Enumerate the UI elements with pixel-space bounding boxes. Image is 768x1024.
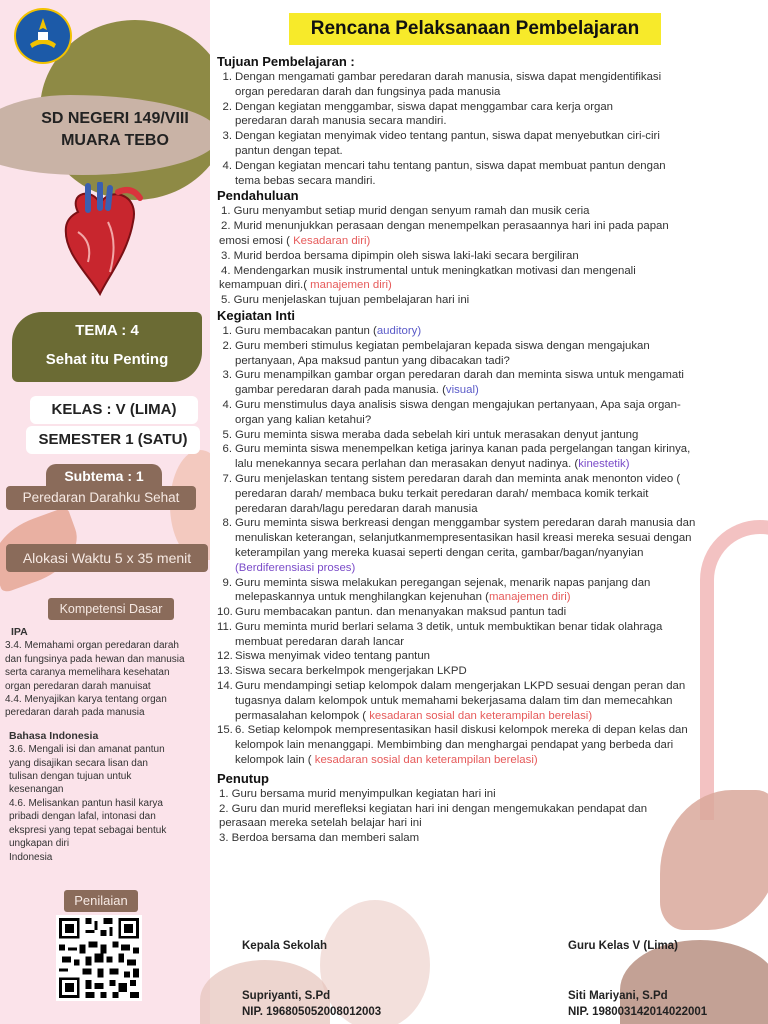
penutup-heading: Penutup xyxy=(217,770,269,786)
list-item xyxy=(217,129,757,159)
list-item: 4. Mendengarkan musik instrumental untuk meningkatkan motivasi dan mengenali xyxy=(221,264,636,277)
kd-line: kesenangan xyxy=(9,784,64,796)
style-tag: auditory) xyxy=(376,324,422,337)
kd-line: organ peredaran darah manuisat xyxy=(5,680,151,692)
list-item: perasaan mereka setelah belajar hari ini xyxy=(219,817,422,830)
item-text: Guru meminta murid berlari selama 3 detik, untuk membuktikan benar tidak olahraga xyxy=(235,620,663,633)
item-text: pantun dengan tepat. xyxy=(235,144,343,157)
item-text: Dengan kegiatan menggambar, siswa dapat menggambar cara kerja organ xyxy=(235,100,614,113)
list-item: 5. Guru menjelaskan tujuan pembelajaran hari ini xyxy=(221,294,470,307)
semester-label: SEMESTER 1 (SATU) xyxy=(26,426,200,454)
item-text: peredaran darah/ membaca buku terkait peredaran darah/ membaca komik terkait xyxy=(235,487,649,500)
item-text: kemampuan diri.( xyxy=(219,279,311,292)
item-text: Guru membacakan pantun. dan menanyakan maksud pantun tadi xyxy=(235,606,567,619)
item-number: 3. xyxy=(222,130,232,143)
rpp-content xyxy=(217,54,757,846)
tujuan-heading: Tujuan Pembelajaran : xyxy=(217,54,355,69)
list-item: 10. Guru membacakan pantun. dan menanyakan maksud pantun tadi xyxy=(217,605,757,620)
item-text: Guru menampilkan gambar organ peredaran darah dan meminta siswa untuk mengamati xyxy=(235,369,684,382)
list-item: 4. Guru menstimulus daya analisis siswa dengan mengajukan pertanyaan, Apa saja organ- organ yang kalian ketahui? xyxy=(217,398,757,428)
guru-kelas-name: Siti Mariyani, S.Pd xyxy=(568,990,668,1002)
item-number: 4. xyxy=(222,159,232,172)
list-item: 9. Guru meminta siswa melakukan peregangan sejenak, menarik napas panjang dan melepaskannya untuk menghilangkan kejenuhan (manajemen diri) xyxy=(217,576,757,606)
kd-line: ekspresi yang tepat sebagai bentuk xyxy=(9,824,167,836)
kd-line: tulisan dengan tujuan untuk xyxy=(9,771,132,783)
school-name-line1: SD NEGERI 149/VIII xyxy=(41,110,189,127)
list-item: 3. Murid berdoa bersama dipimpin oleh siswa laki-laki secara bergiliran xyxy=(221,249,579,262)
heart-illustration-icon xyxy=(48,182,158,302)
tema-title: TEMA : 4 xyxy=(75,322,139,339)
list-item: 1. Guru membacakan pantun (auditory) xyxy=(222,324,422,337)
kepala-sekolah-nip: NIP. 196805052008012003 xyxy=(242,1006,382,1018)
item-text: Guru memberi stimulus kegiatan pembelajaran kepada siswa dengan mengajukan xyxy=(235,339,650,352)
list-item xyxy=(217,159,757,189)
kelas-label: KELAS : V (LIMA) xyxy=(30,396,198,424)
list-item: 14. Guru mendampingi setiap kelompok dalam mengerjakan LKPD sesuai dengan peran dan tugasnya dalam kelompok untuk memahami bekerjasama dalam tim dan memecahkan permasalahan kelompok ( kesadaran sosial dan keterampilan berelasi) xyxy=(217,679,757,723)
list-item xyxy=(217,234,757,249)
item-text: Guru meminta siswa berkreasi dengan menggambar system peredaran darah manusia dan xyxy=(235,517,696,530)
kd-line: 3.4. Memahami organ peredaran darah xyxy=(5,640,179,652)
list-item: 2. Murid menunjukkan perasaan dengan menempelkan perasaannya hari ini pada papan xyxy=(221,220,669,233)
item-text: Guru meminta siswa menempelkan ketiga jarinya kanan pada pergelangan tangan kirinya, xyxy=(235,443,691,456)
ipa-heading: IPA xyxy=(11,626,28,638)
item-text: keterampilan yang mereka kuasai seperti dengan cerita, gambar/bagan/nyanyian xyxy=(235,546,644,559)
bahasa-indonesia-heading: Bahasa Indonesia xyxy=(9,729,99,742)
style-tag: visual) xyxy=(445,384,479,397)
list-item: 13. Siswa secara berkelmpok mengerjakan LKPD xyxy=(217,664,757,679)
sel-tag: Kesadaran diri) xyxy=(293,234,371,247)
kd-line: 4.6. Melisankan pantun hasil karya xyxy=(9,797,163,809)
list-item: 3. Guru menampilkan gambar organ peredaran darah dan meminta siswa untuk mengamati gambar peredaran darah pada manusia. (visual) xyxy=(217,368,757,398)
page-title: Rencana Pelaksanaan Pembelajaran xyxy=(289,13,661,45)
item-text: peredaran darah manusia secara mandiri. xyxy=(235,115,447,128)
item-text: membuat peredaran darah lancar xyxy=(235,635,405,648)
list-item: 2. Guru memberi stimulus kegiatan pembelajaran kepada siswa dengan mengajukan pertanyaan, Apa maksud pantun yang dibacakan tadi? xyxy=(217,339,757,369)
list-item xyxy=(217,100,757,130)
list-item xyxy=(217,70,757,100)
item-text: Guru membacakan pantun ( xyxy=(235,324,377,337)
kd-line: Indonesia xyxy=(9,851,53,863)
list-item: 1. Guru bersama murid menyimpulkan kegiatan hari ini xyxy=(219,787,496,800)
kompetensi-dasar-label: Kompetensi Dasar xyxy=(48,598,174,620)
item-text: Dengan kegiatan menyimak video tentang pantun, siswa dapat menyebutkan ciri-ciri xyxy=(235,130,660,143)
kd-line: peredaran darah pada manusia xyxy=(5,707,145,719)
school-name-line2: MUARA TEBO xyxy=(61,132,169,149)
guru-kelas-nip: NIP. 198003142014022001 xyxy=(568,1006,708,1018)
kd-line: pribadi dengan lafal, intonasi dan xyxy=(9,811,156,823)
guru-kelas-title: Guru Kelas V (Lima) xyxy=(568,940,678,952)
list-item: 11. Guru meminta murid berlari selama 3 detik, untuk membuktikan benar tidak olahraga membuat peredaran darah lancar xyxy=(217,620,757,650)
kd-line: 3.6. Mengali isi dan amanat pantun xyxy=(9,744,165,756)
item-text: organ yang kalian ketahui? xyxy=(235,413,372,426)
item-text: permasalahan kelompok ( xyxy=(235,709,370,722)
item-text: Guru menjelaskan tentang sistem peredaran darah dan meminta anak menonton video ( xyxy=(235,472,681,485)
style-tag: (Berdiferensiasi proses) xyxy=(235,561,356,574)
item-text: pertanyaan, Apa maksud pantun yang dibacakan tadi? xyxy=(235,354,510,367)
list-item: 15. 6. Setiap kelompok mempresentasikan hasil diskusi kelompok mereka di depan kelas dan kelompok lain menanggapi. Membimbing dan menghargai pendapat yang berbeda dari kelompok lain ( kesadaran sosial dan keterampilan berelasi) xyxy=(217,723,757,767)
sidebar xyxy=(0,0,210,1024)
item-text: melepaskannya untuk menghilangkan kejenuhan ( xyxy=(235,591,489,604)
item-text: kelompok lain menanggapi. Membimbing dan menghargai pendapat yang berbeda dari xyxy=(235,739,674,752)
penilaian-label: Penilaian xyxy=(64,890,138,912)
kegiatan-inti-heading: Kegiatan Inti xyxy=(217,307,296,323)
sel-tag: manajemen diri) xyxy=(310,279,392,292)
item-text: menuliskan keterangan, selanjutkanmempresentasikan hasil kreasi mereka sesuai dengan xyxy=(235,532,692,545)
list-item: 7. Guru menjelaskan tentang sistem peredaran darah dan meminta anak menonton video ( peredaran darah/ membaca buku terkait peredaran darah/ membaca komik terkait peredaran darah/lagu peredaran darah manusia xyxy=(217,472,757,516)
item-text: 6. Setiap kelompok mempresentasikan hasil diskusi kelompok mereka di depan kelas dan xyxy=(235,724,688,737)
ipa-kd xyxy=(5,639,209,719)
alokasi-waktu: Alokasi Waktu 5 x 35 menit xyxy=(6,544,208,572)
kd-line: 4.4. Menyajikan karya tentang organ xyxy=(5,694,167,706)
qr-code-icon[interactable] xyxy=(56,915,142,1001)
list-item: 3. Berdoa bersama dan memberi salam xyxy=(219,832,420,845)
item-text: peredaran darah/lagu peredaran darah manusia xyxy=(235,502,478,515)
item-number: 2. xyxy=(222,100,232,113)
subtema-title: Subtema : 1 xyxy=(46,464,162,488)
item-text: Guru menstimulus daya analisis siswa dengan mengajukan pertanyaan, Apa saja organ- xyxy=(235,398,681,411)
school-logo xyxy=(14,8,72,64)
tema-name: Sehat itu Penting xyxy=(45,351,169,368)
item-text: Dengan mengamati gambar peredaran darah manusia, siswa dapat mengidentifikasi xyxy=(235,71,662,83)
item-text: Guru meminta siswa meraba dada sebelah kiri untuk merasakan denyut jantung xyxy=(235,428,639,441)
kompetensi-dasar-text xyxy=(5,626,209,864)
bahasa-indonesia-kd xyxy=(5,743,209,864)
sel-tag: manajemen diri) xyxy=(488,591,571,604)
item-text: emosi emosi ( xyxy=(219,234,294,247)
list-item: 8. Guru meminta siswa berkreasi dengan menggambar system peredaran darah manusia dan menuliskan keterangan, selanjutkanmempresentasikan hasil kreasi mereka sesuai dengan keterampilan yang mereka kuasai seperti dengan cerita, gambar/bagan/nyanyian (Berdiferensiasi proses) xyxy=(217,516,757,575)
list-item: 12. Siswa menyimak video tentang pantun xyxy=(217,649,757,664)
list-item xyxy=(217,278,757,293)
item-text: lalu menekannya secara perlahan dan merasakan denyut nadinya. ( xyxy=(235,458,579,471)
kepala-sekolah-name: Supriyanti, S.Pd xyxy=(242,990,331,1002)
item-number: 1. xyxy=(222,71,232,83)
kepala-sekolah-title: Kepala Sekolah xyxy=(242,940,328,952)
style-tag: kinestetik) xyxy=(578,458,630,471)
school-name xyxy=(18,108,210,152)
item-text: Siswa menyimak video tentang pantun xyxy=(235,650,431,663)
list-item: 6. Guru meminta siswa menempelkan ketiga jarinya kanan pada pergelangan tangan kirinya, lalu menekannya secara perlahan dan merasakan denyut nadinya. (kinestetik) xyxy=(217,442,757,472)
item-text: Guru meminta siswa melakukan peregangan sejenak, menarik napas panjang dan xyxy=(235,576,651,589)
item-text: kelompok lain ( xyxy=(235,754,315,767)
kd-line: yang disajikan secara lisan dan xyxy=(9,757,148,769)
item-text: tugasnya dalam kelompok untuk memahami bekerjasama dalam tim dan memecahkan xyxy=(235,694,673,707)
item-text: Siswa secara berkelmpok mengerjakan LKPD xyxy=(235,665,467,678)
pendahuluan-heading: Pendahuluan xyxy=(217,188,299,204)
list-item: 5. Guru meminta siswa meraba dada sebelah kiri untuk merasakan denyut jantung xyxy=(217,428,757,443)
list-item: 2. Guru dan murid merefleksi kegiatan hari ini dengan mengemukakan pendapat dan xyxy=(219,802,648,815)
kd-line: dan fungsinya pada hewan dan manusia xyxy=(5,653,185,665)
item-text: Dengan kegiatan mencari tahu tentang pantun, siswa dapat membuat pantun dengan xyxy=(235,159,666,172)
kd-line: serta caranya memelihara kesehatan xyxy=(5,667,170,679)
item-text: organ peredaran darah dan fungsinya pada manusia xyxy=(235,85,501,98)
kd-line: ungkapan diri xyxy=(9,838,70,850)
list-item: 1. Guru menyambut setiap murid dengan senyum ramah dan musik ceria xyxy=(221,205,590,218)
item-text: Guru mendampingi setiap kelompok dalam mengerjakan LKPD sesuai dengan peran dan xyxy=(235,680,686,693)
sel-tag: kesadaran sosial dan keterampilan berelasi) xyxy=(314,754,538,767)
subtema-name: Peredaran Darahku Sehat xyxy=(6,486,196,510)
sel-tag: kesadaran sosial dan keterampilan berelasi) xyxy=(369,709,593,722)
tema-box xyxy=(12,312,202,382)
item-text: tema bebas secara mandiri. xyxy=(235,174,376,187)
item-text: gambar peredaran darah pada manusia. ( xyxy=(235,384,446,397)
